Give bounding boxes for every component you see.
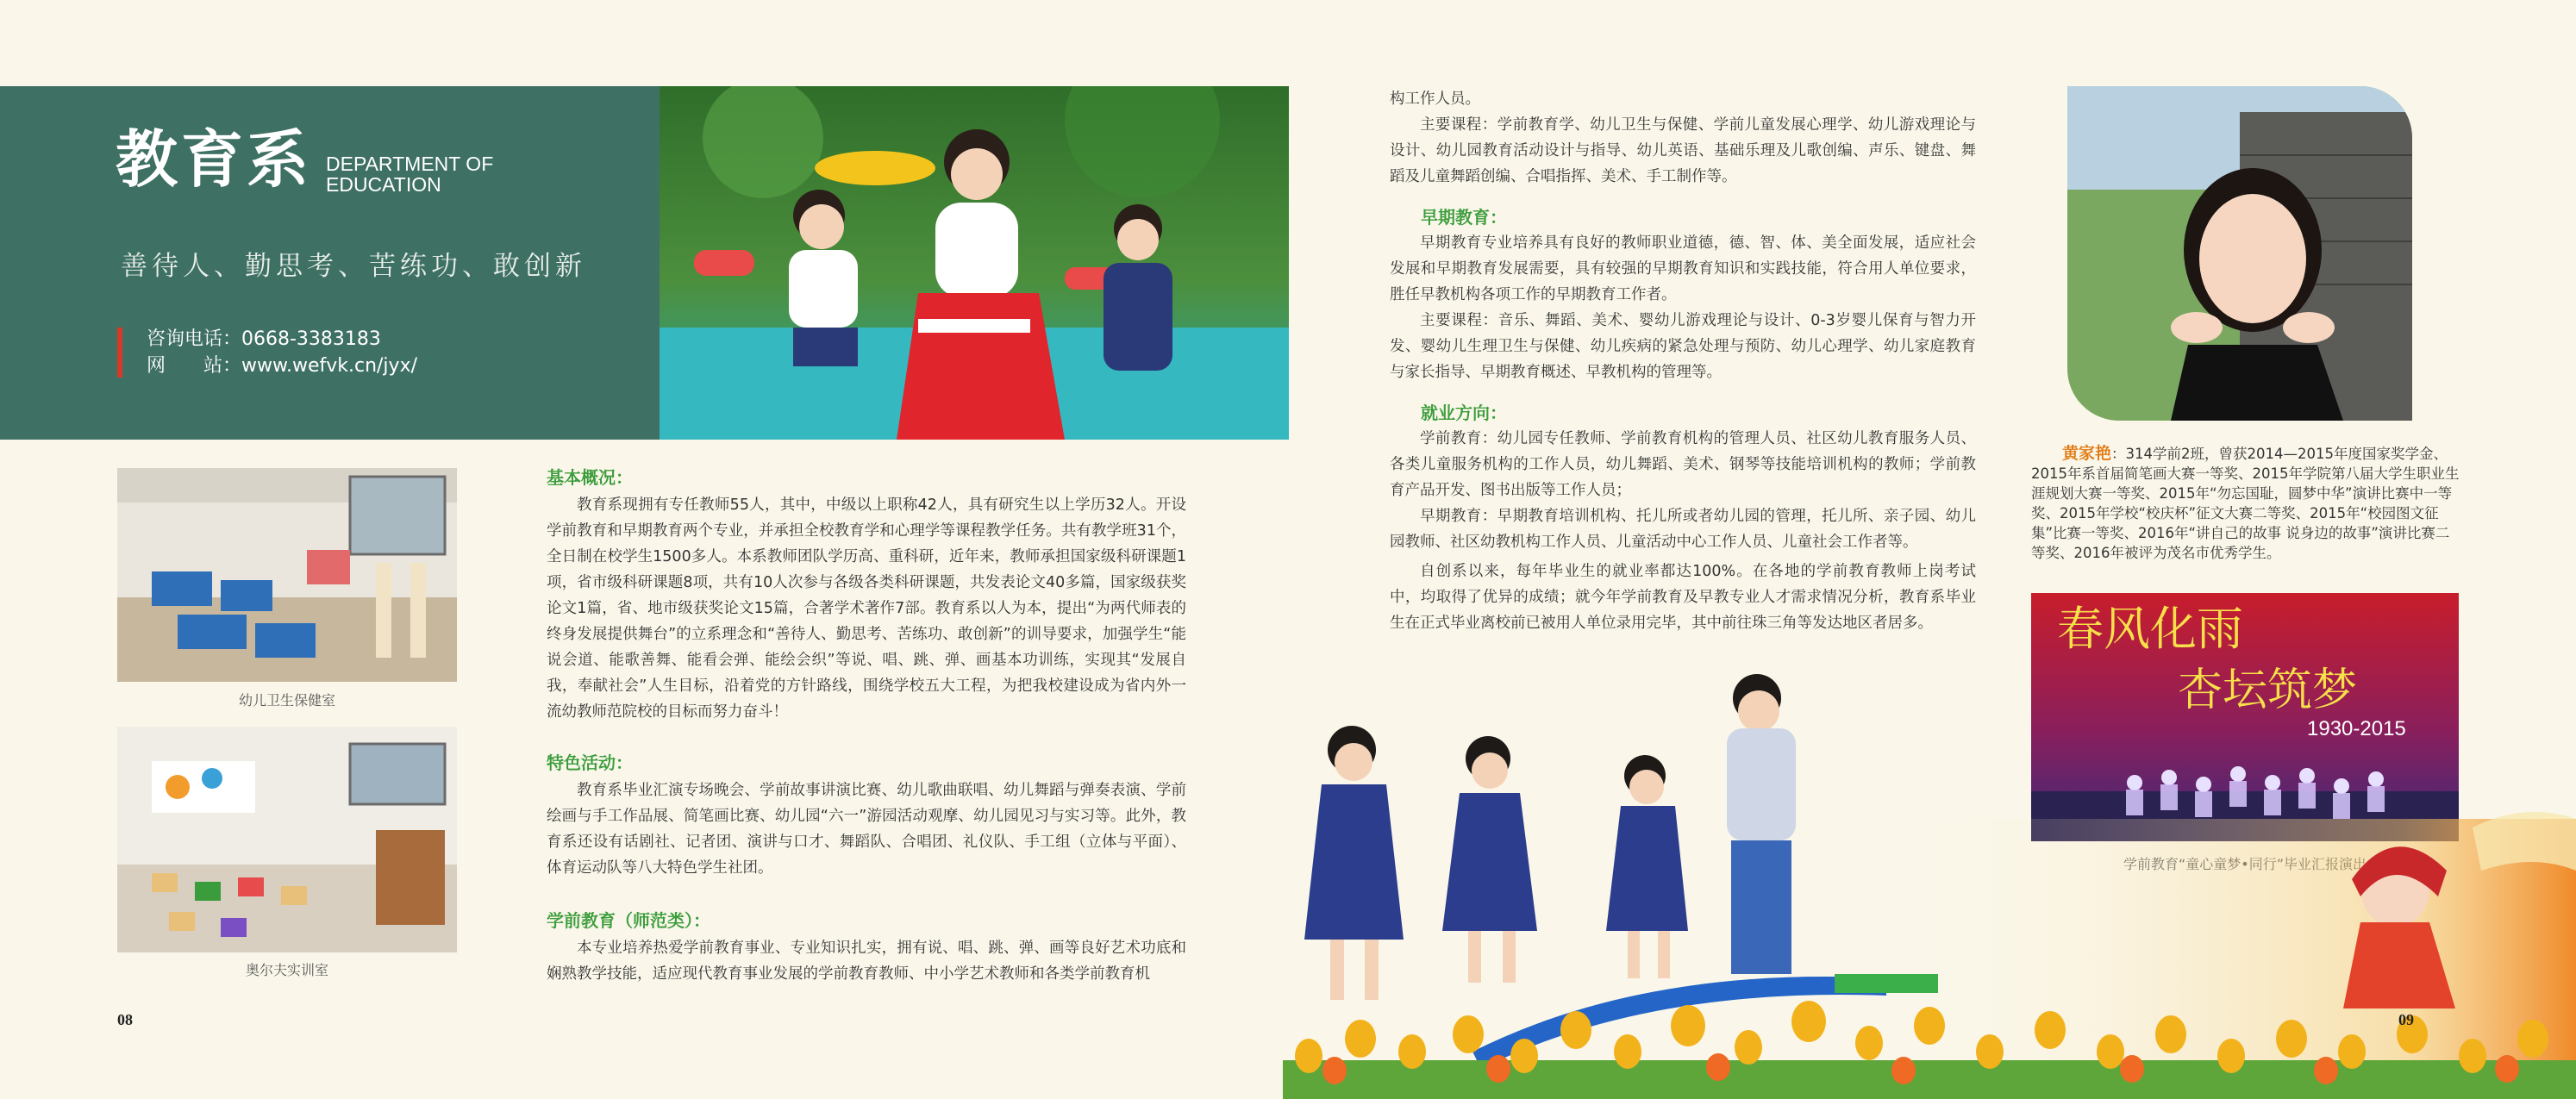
page-number-right: 09 xyxy=(2398,1011,2414,1028)
preschool-title: 学前教育（师范类）： xyxy=(547,910,710,931)
employment-rate: 自创系以来，每年毕业生的就业率都达100%。在各地的学前教育教师上岗考试中，均取得了优异的成绩；就今年学前教育及早教专业人才需求情况分析，教育系毕业生在正式毕业离校前已被用人单位录用完毕，其中前往珠三角等发达地区者居多。 xyxy=(1390,563,1976,632)
left-text-column xyxy=(547,464,1186,987)
preschool-courses: 主要课程：学前教育学、幼儿卫生与保健、学前儿童发展心理学、幼儿游戏理论与设计、幼儿园教育活动设计与指导、幼儿英语、基础乐理及儿歌创编、声乐、键盘、舞蹈及儿童舞蹈创编、合唱指挥、美术、手工制作等。 xyxy=(1390,116,1976,185)
activities-title: 特色活动： xyxy=(547,752,633,773)
student-bio-text: ：314学前2班，曾获2014—2015年度国家奖学金、2015年系首届简笔画大赛一等奖、2015年学院第八届大学生职业生涯规划大赛一等奖、2015年“勿忘国耻，圆梦中华”演讲比赛中一等奖、2015年学校“校庆杯”征文大赛二等奖、2015年“校园图文征集”比赛一等奖、2016年“讲自己的故事 说身边的故事”演讲比赛二等奖、2016年被评为茂名市优秀学生。 xyxy=(2031,446,2460,561)
overview-title: 基本概况： xyxy=(547,467,633,488)
contact-accent-bar xyxy=(117,328,122,378)
orff-room-photo xyxy=(117,727,457,952)
department-motto: 善待人、勤思考、苦练功、敢创新 xyxy=(121,251,586,282)
health-room-caption: 幼儿卫生保健室 xyxy=(238,692,335,709)
student-portrait xyxy=(2067,86,2412,421)
student-name: 黄家艳 xyxy=(2062,444,2112,463)
student-bio xyxy=(2031,444,2462,563)
performance-banner-text-1: 春风化雨 xyxy=(2057,602,2243,656)
overview-text: 教育系现拥有专任教师55人，其中，中级以上职称42人，具有研究生以上学历32人。开设学前教育和早期教育两个专业，并承担全校教育学和心理学等课程教学任务。共有教学班31个，全日制在校学生1500多人。本系教师团队学历高、重科研，近年来，教师承担国家级科研课题1项，省市级科研课题8项，共有10人次参与各级各类科研课题，共发表论文40多篇，国家级获奖论文1篇，省、地市级获奖论文15篇，合著学术著作7部。教育系以人为本，提出“为两代师表的终身发展提供舞台”的立系理念和“善待人、勤思考、苦练功、敢创新”的训导要求，加强学生“能说会道、能歌善舞、能看会弹、能绘会织”等说、唱、跳、弹、画基本功训练，实现其“发展自我，奉献社会”人生目标，沿着党的方针路线，围绕学校五大工程，为把我校建设成为省内外一流幼教师范院校的目标而努力奋斗！ xyxy=(547,496,1186,721)
department-title-en: DEPARTMENT OF EDUCATION xyxy=(326,153,494,196)
preschool-text-continued: 构工作人员。 xyxy=(1390,91,1480,108)
performance-banner-years: 1930-2015 xyxy=(2307,717,2406,740)
contact-website[interactable]: 网 站：www.wefvk.cn/jyx/ xyxy=(147,355,417,377)
activities-text: 教育系毕业汇演专场晚会、学前故事讲演比赛、幼儿歌曲联唱、幼儿舞蹈与弹奏表演、学前绘画与手工作品展、简笔画比赛、幼儿园“六一”游园活动观摩、幼儿园见习与实习等。此外，教育系还设有话剧社、记者团、演讲与口才、舞蹈队、合唱团、礼仪队、手工组（立体与平面）、体育运动队等八大特色学生社团。 xyxy=(547,782,1186,877)
early-education-text: 早期教育专业培养具有良好的教师职业道德，德、智、体、美全面发展，适应社会发展和早期教育发展需要，具有较强的早期教育知识和实践技能，符合用人单位要求，胜任早教机构各项工作的早期教育工作者。 xyxy=(1390,234,1976,303)
employment-preschool: 学前教育：幼儿园专任教师、学前教育机构的管理人员、社区幼儿教育服务人员、各类儿童服务机构的工作人员，幼儿舞蹈、美术、钢琴等技能培训机构的教师；学前教育产品开发、图书出版等工作人员； xyxy=(1390,430,1976,499)
right-text-column xyxy=(1390,86,1976,636)
contact-phone: 咨询电话：0668-3383183 xyxy=(147,328,381,350)
department-title: 教育系 xyxy=(116,123,313,196)
health-room-photo xyxy=(117,468,457,682)
employment-title: 就业方向： xyxy=(1421,403,1507,423)
preschool-text: 本专业培养热爱学前教育事业、专业知识扎实，拥有说、唱、跳、弹、画等良好艺术功底和娴熟教学技能，适应现代教育事业发展的学前教育教师、中小学艺术教师和各类学前教育机 xyxy=(547,940,1186,983)
contact-info xyxy=(147,326,417,379)
early-education-title: 早期教育： xyxy=(1421,207,1507,228)
page-number-left: 08 xyxy=(117,1011,133,1028)
early-education-courses: 主要课程：音乐、舞蹈、美术、婴幼儿游戏理论与设计、0-3岁婴儿保育与智力开发、婴幼儿生理卫生与保健、幼儿疾病的紧急处理与预防、幼儿心理学、幼儿家庭教育与家长指导、早期教育概述、早教机构的管理等。 xyxy=(1390,312,1976,381)
employment-early: 早期教育：早期教育培训机构、托儿所或者幼儿园的管理，托儿所、亲子园、幼儿园教师、社区幼教机构工作人员、儿童活动中心工作人员、儿童社会工作者等。 xyxy=(1390,508,1976,551)
orff-room-caption: 奥尔夫实训室 xyxy=(245,962,328,978)
children-flowers-illustration xyxy=(1283,672,2576,1099)
hero-photo xyxy=(660,86,1289,440)
performance-banner-text-2: 杏坛筑梦 xyxy=(2178,665,2358,716)
